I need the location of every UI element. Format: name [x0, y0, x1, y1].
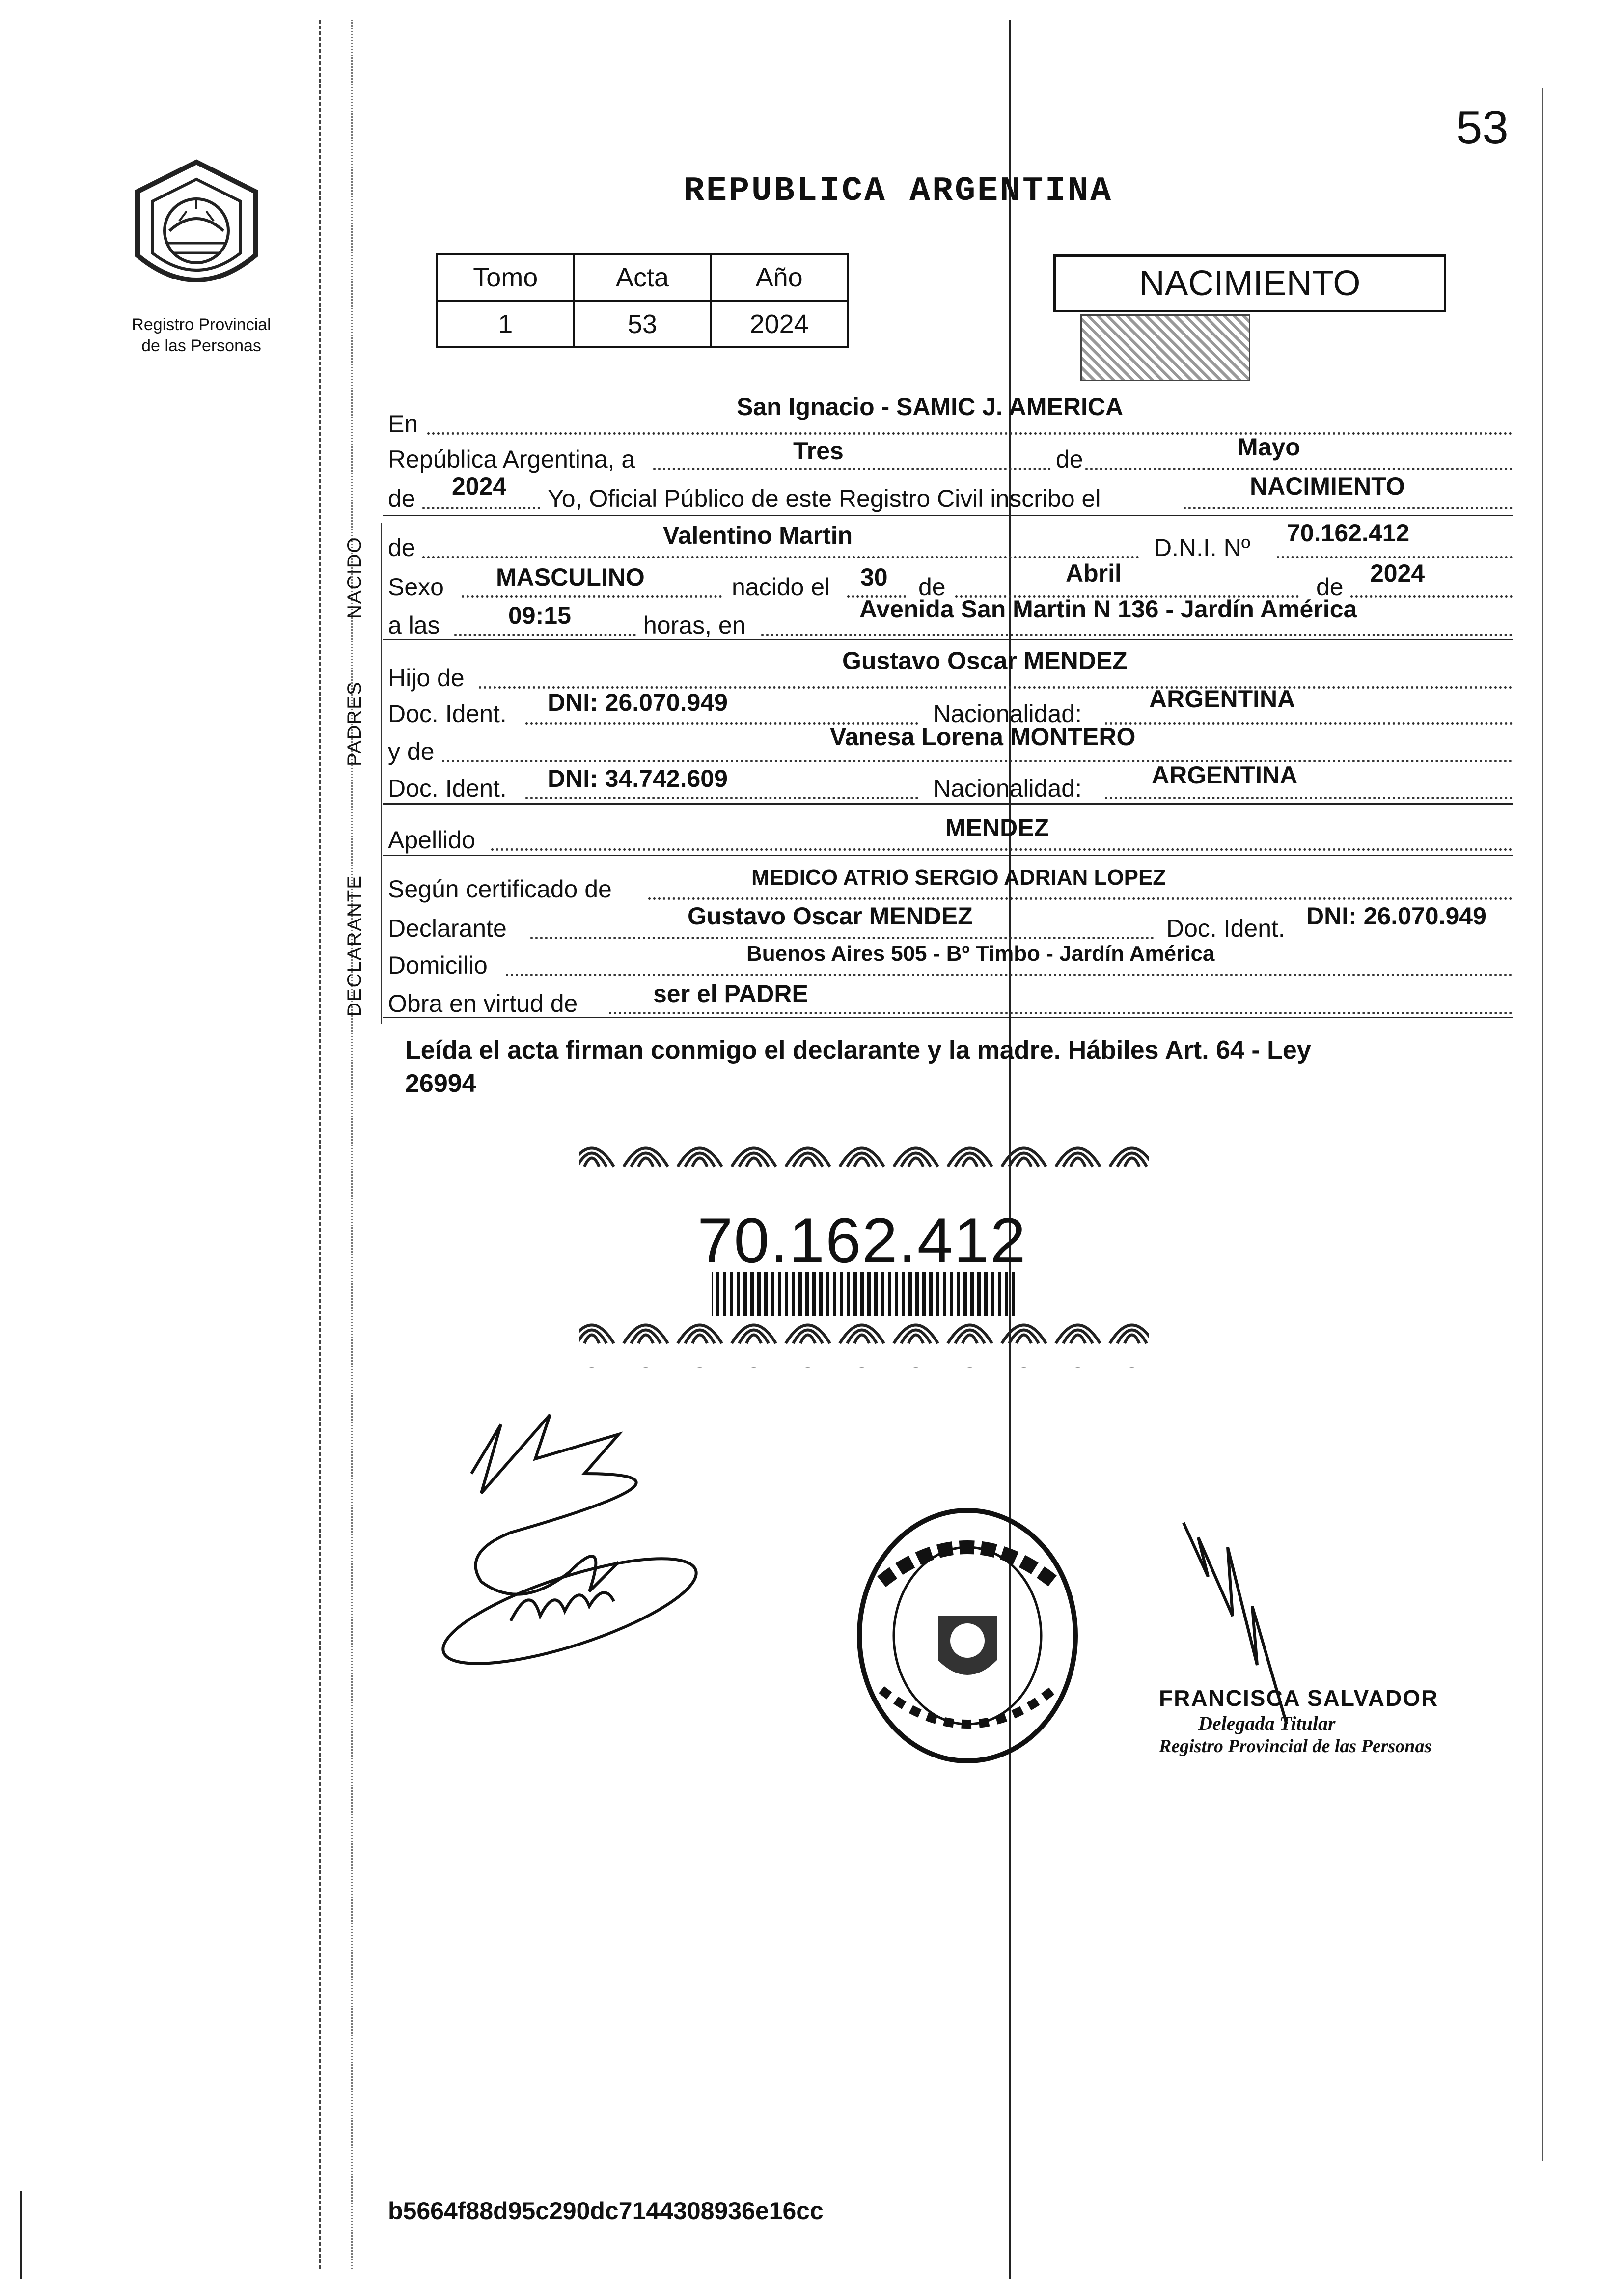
- document-hash: b5664f88d95c290dc7144308936e16cc: [388, 2197, 824, 2225]
- section-bracket: [381, 523, 382, 1024]
- dots-sexo: [462, 595, 722, 598]
- margin-line-inner: [351, 20, 353, 2269]
- dots-month: [1085, 468, 1513, 470]
- birth-year: 2024: [1370, 559, 1425, 587]
- child-name: Valentino Martin: [663, 522, 853, 549]
- declarant-doc: DNI: 26.070.949: [1306, 902, 1486, 930]
- mother-name: Vanesa Lorena MONTERO: [830, 723, 1136, 751]
- label-nacido-el: nacido el: [732, 573, 830, 601]
- declarant-name: Gustavo Oscar MENDEZ: [688, 902, 973, 930]
- security-hologram: [1080, 314, 1250, 381]
- closing-line-1: Leída el acta firman conmigo el declarante y la madre. Hábiles Art. 64 - Ley: [405, 1036, 1311, 1064]
- dots-apellido: [491, 848, 1513, 851]
- separator-5: [383, 1017, 1513, 1018]
- label-nac-mother: Nacionalidad:: [933, 775, 1082, 802]
- registration-day: Tres: [793, 437, 844, 465]
- declarant-address: Buenos Aires 505 - Bº Timbo - Jardín América: [746, 942, 1215, 966]
- provincial-seal: [123, 157, 270, 305]
- ledger-value-tomo: 1: [437, 301, 574, 347]
- ledger-value-acta: 53: [574, 301, 711, 347]
- separator-1: [383, 515, 1513, 516]
- inscription-type: NACIMIENTO: [1250, 473, 1405, 500]
- label-doc-mother: Doc. Ident.: [388, 775, 507, 802]
- closing-line-2: 26994: [405, 1069, 476, 1098]
- label-obra: Obra en virtud de: [388, 990, 578, 1017]
- ledger-table: [436, 253, 849, 348]
- ledger-value-anio: 2024: [711, 301, 848, 347]
- dots-year: [422, 507, 540, 509]
- scan-edge-line: [20, 2191, 22, 2279]
- margin-line-right: [1542, 88, 1543, 2161]
- label-declarante: Declarante: [388, 915, 507, 942]
- declarant-signature: [422, 1405, 766, 1680]
- father-name: Gustavo Oscar MENDEZ: [842, 647, 1128, 674]
- dots-mother-nat: [1105, 797, 1513, 799]
- label-hijo-de: Hijo de: [388, 664, 465, 692]
- dots-mother: [442, 760, 1513, 762]
- label-de-year: de: [388, 485, 415, 512]
- dots-declarante: [530, 937, 1154, 939]
- declarant-reason: ser el PADRE: [653, 980, 808, 1007]
- dots-domicilio: [506, 974, 1513, 976]
- dots-child: [422, 556, 1139, 558]
- closing-text: [405, 1034, 1515, 1100]
- dots-day: [653, 468, 1051, 470]
- registration-year: 2024: [452, 473, 507, 500]
- registrar-office: Registro Provincial de las Personas: [1159, 1736, 1432, 1757]
- label-yo-oficial: Yo, Oficial Público de este Registro Civil inscribo el: [548, 485, 1101, 512]
- ledger-header-tomo: Tomo: [437, 254, 574, 301]
- label-dni: D.N.I. Nº: [1154, 534, 1251, 561]
- label-de-birth-month: de: [918, 573, 946, 601]
- side-label-padres: PADRES: [344, 681, 365, 766]
- separator-3: [383, 803, 1513, 805]
- sticker-number: 70.162.412: [697, 1204, 1027, 1276]
- act-type: NACIMIENTO: [1139, 264, 1361, 303]
- medical-certificate: MEDICO ATRIO SERGIO ADRIAN LOPEZ: [751, 865, 1166, 890]
- ledger-header-row: [437, 254, 848, 301]
- label-certificado: Según certificado de: [388, 875, 612, 903]
- birth-month: Abril: [1066, 559, 1122, 587]
- birth-place: Avenida San Martin N 136 - Jardín América: [859, 595, 1357, 623]
- registry-line-1: Registro Provincial: [132, 315, 271, 334]
- dots-birth-place: [761, 634, 1513, 636]
- birth-registry-place: San Ignacio - SAMIC J. AMERICA: [737, 393, 1124, 420]
- label-de-child: de: [388, 534, 415, 561]
- page-number: 53: [1456, 101, 1509, 154]
- label-nac-father: Nacionalidad:: [933, 700, 1082, 727]
- label-sexo: Sexo: [388, 573, 444, 601]
- label-doc-declarante: Doc. Ident.: [1166, 915, 1285, 942]
- registrar-name: FRANCISCA SALVADOR: [1159, 1685, 1439, 1711]
- side-label-nacido: NACIDO: [344, 536, 365, 619]
- separator-4: [383, 855, 1513, 856]
- ledger-header-anio: Año: [711, 254, 848, 301]
- apellido: MENDEZ: [945, 814, 1049, 841]
- label-a-las: a las: [388, 612, 440, 639]
- act-type-box: [1053, 254, 1446, 312]
- registrar-title: Delegada Titular: [1198, 1712, 1336, 1735]
- father-doc: DNI: 26.070.949: [548, 689, 728, 716]
- dots-time: [454, 634, 636, 636]
- label-republica: República Argentina, a: [388, 446, 635, 473]
- dots-obra: [609, 1012, 1513, 1014]
- separator-2: [383, 639, 1513, 640]
- registry-line-2: de las Personas: [141, 336, 261, 355]
- mother-nationality: ARGENTINA: [1152, 761, 1298, 789]
- margin-line-left: [319, 20, 321, 2269]
- ledger-value-row: [437, 301, 848, 347]
- label-doc-father: Doc. Ident.: [388, 700, 507, 727]
- birth-time: 09:15: [508, 602, 571, 629]
- child-sex: MASCULINO: [496, 563, 645, 591]
- registration-month: Mayo: [1238, 433, 1300, 461]
- child-dni: 70.162.412: [1287, 519, 1410, 547]
- dots-dni: [1277, 556, 1513, 558]
- label-de-month: de: [1056, 446, 1083, 473]
- registry-name: [118, 314, 285, 356]
- dots-en: [427, 432, 1513, 435]
- side-label-declarante: DECLARANTE: [344, 875, 365, 1017]
- country-title: REPUBLICA ARGENTINA: [684, 172, 1113, 211]
- dots-birth-year: [1350, 595, 1513, 598]
- label-domicilio: Domicilio: [388, 951, 488, 979]
- official-stamp: [852, 1503, 1083, 1768]
- father-nationality: ARGENTINA: [1149, 685, 1295, 713]
- birth-day: 30: [860, 563, 888, 591]
- mother-doc: DNI: 34.742.609: [548, 765, 728, 792]
- dots-type: [1184, 507, 1513, 509]
- dni-sticker: [565, 1125, 1164, 1370]
- label-en: En: [388, 410, 418, 438]
- dots-certificado: [648, 897, 1513, 900]
- label-y-de: y de: [388, 738, 435, 765]
- ledger-header-acta: Acta: [574, 254, 711, 301]
- label-apellido: Apellido: [388, 826, 475, 854]
- dots-father-nat: [1105, 722, 1513, 725]
- registrar-stamp: [1159, 1685, 1438, 1758]
- label-de-birth-year: de: [1316, 573, 1344, 601]
- dots-mother-doc: [525, 797, 918, 799]
- label-horas-en: horas, en: [643, 612, 746, 639]
